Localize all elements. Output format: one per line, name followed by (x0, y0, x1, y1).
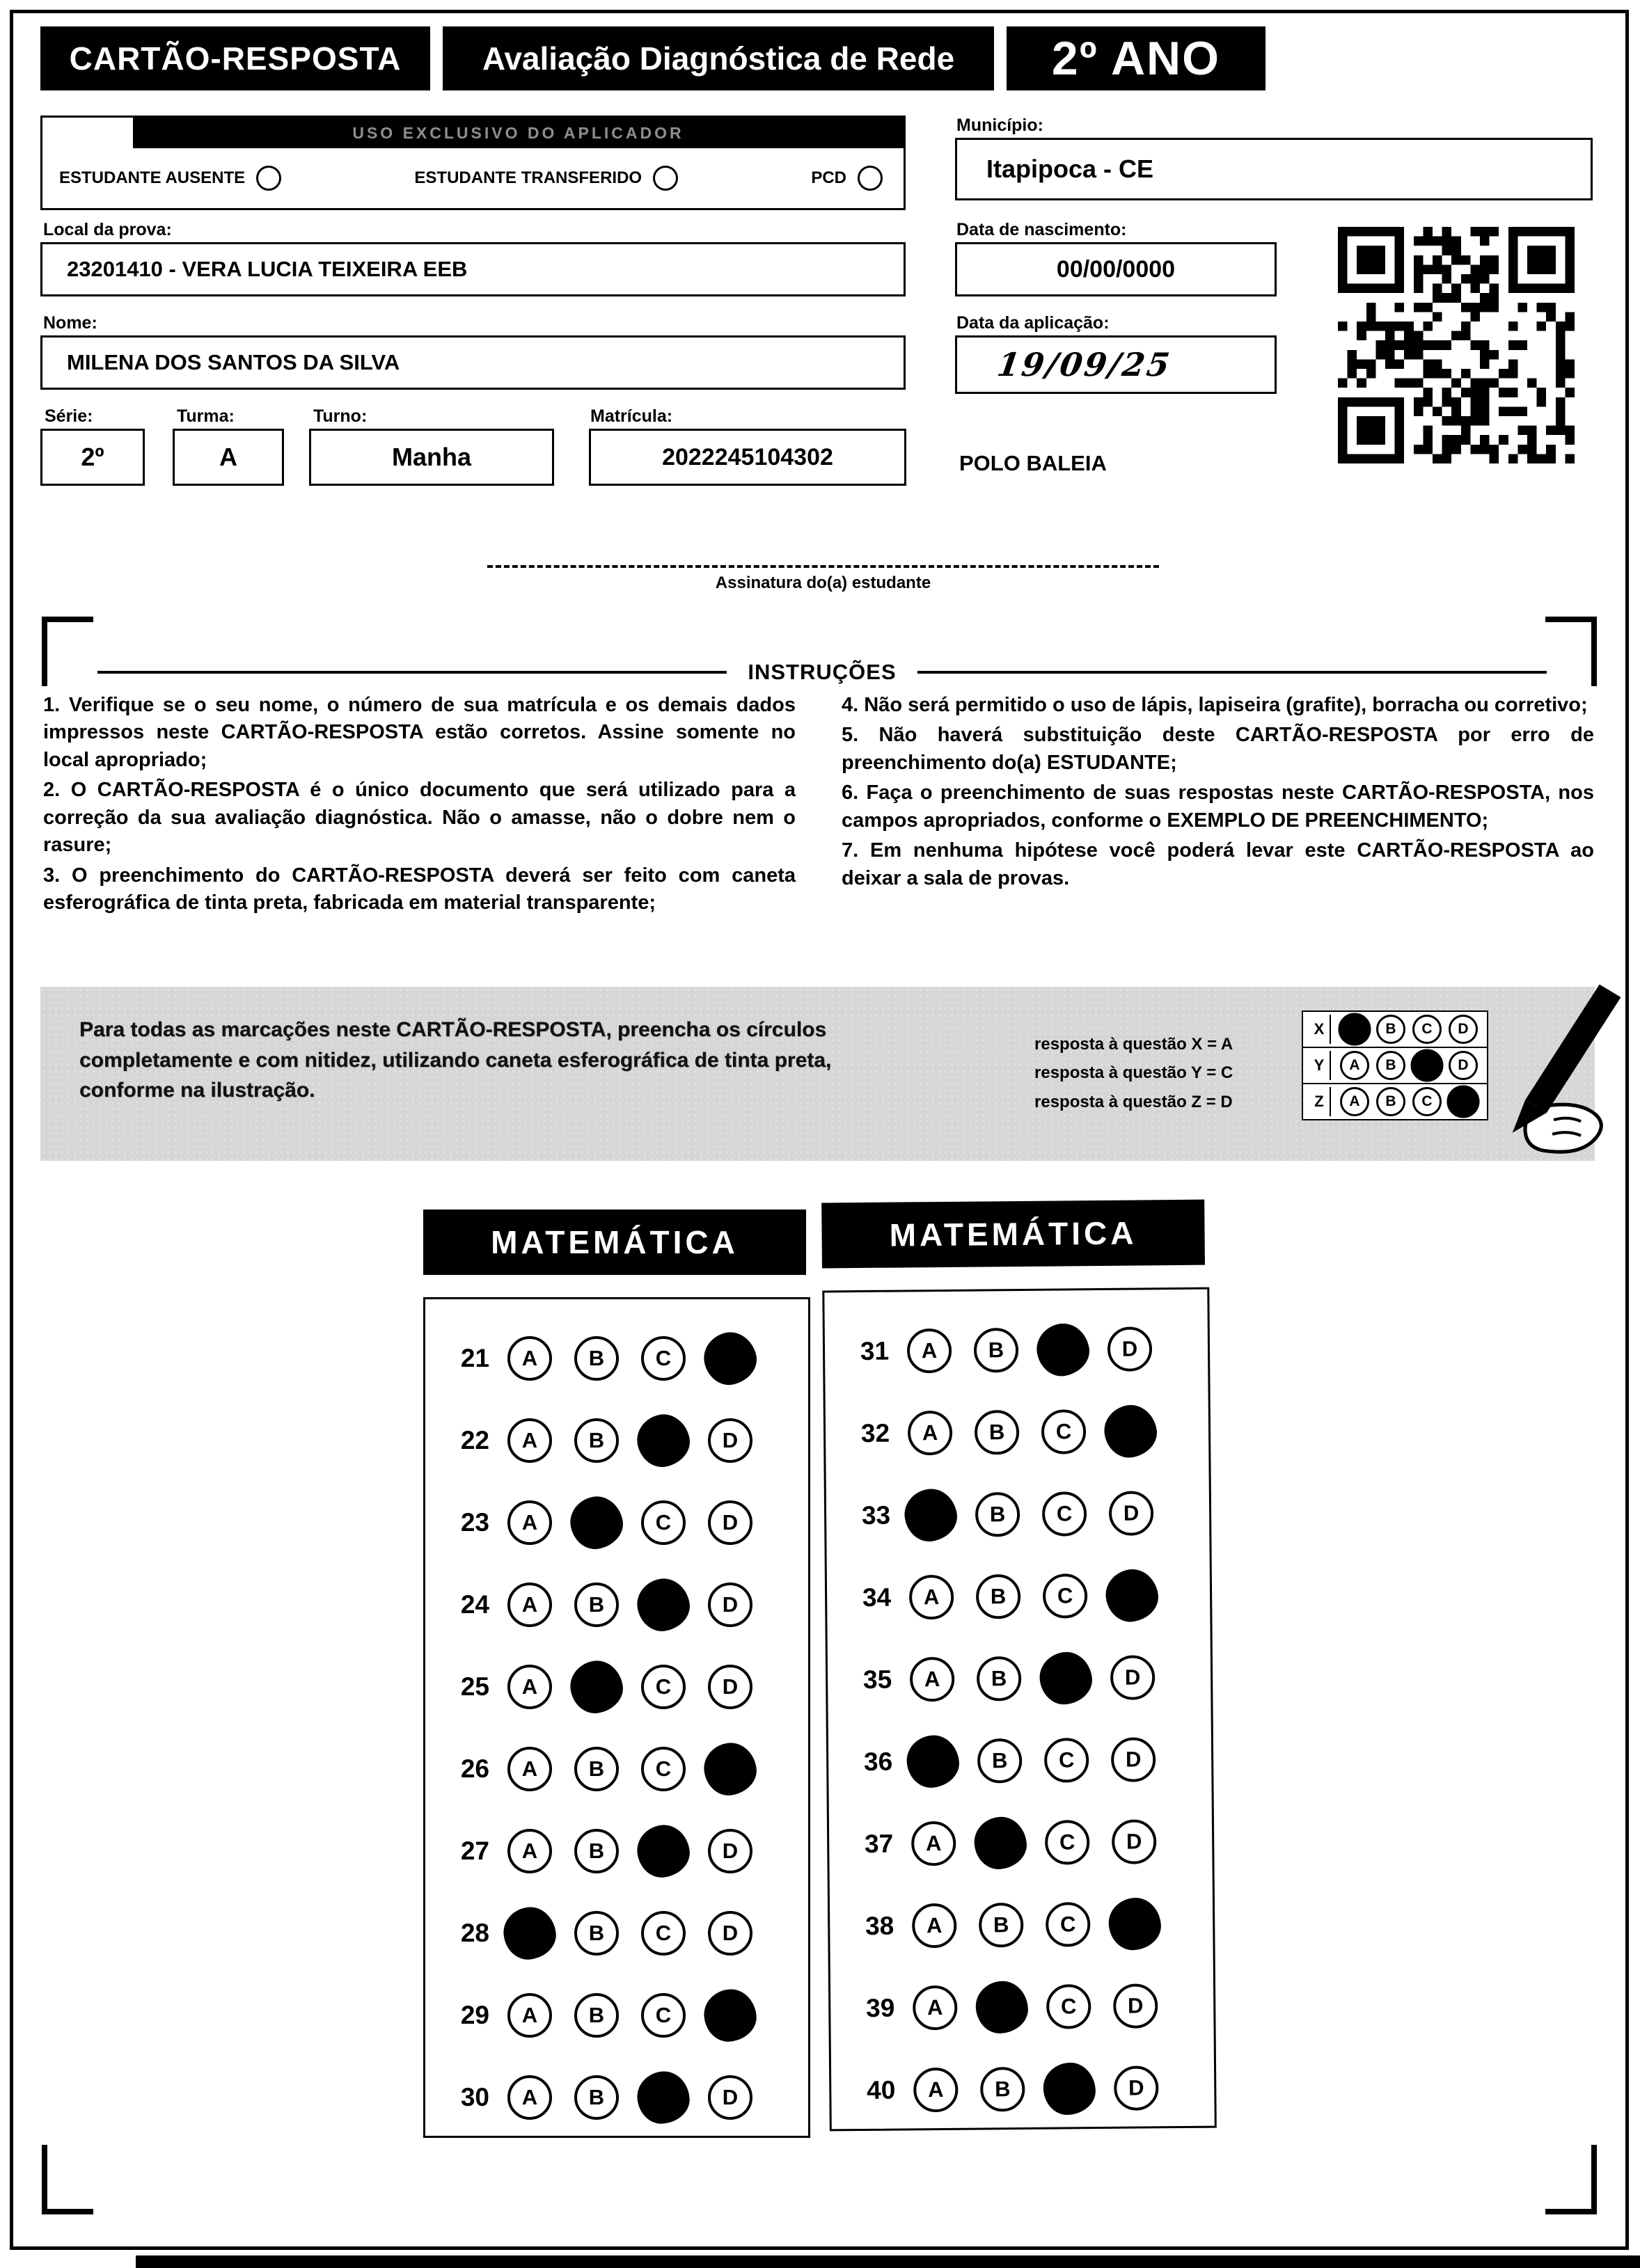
bubble-33-a[interactable] (901, 1486, 961, 1545)
question-number: 29 (460, 2001, 489, 2029)
example-grid (1302, 1012, 1488, 1120)
question-number: 28 (460, 1919, 489, 1947)
example-bubble-y-a: A (1340, 1051, 1369, 1080)
bubble-28-c[interactable]: C (641, 1911, 686, 1956)
bubble-36-a[interactable] (904, 1733, 961, 1790)
applicator-section (40, 116, 906, 210)
bubble-21-b[interactable]: B (574, 1336, 619, 1381)
bubble-27-b[interactable]: B (574, 1829, 619, 1873)
bubble-26-b[interactable]: B (574, 1747, 619, 1791)
bubble-23-a[interactable]: A (507, 1500, 552, 1545)
bubble-25-a[interactable]: A (507, 1665, 552, 1709)
bubble-24-d[interactable]: D (708, 1583, 752, 1627)
bubble-34-c[interactable]: C (1043, 1573, 1088, 1619)
signature-line (487, 565, 1159, 568)
bubble-33-b[interactable]: B (975, 1492, 1020, 1537)
bubble-33-d[interactable]: D (1109, 1491, 1154, 1536)
example-caption-z: resposta à questão Z = D (1034, 1092, 1233, 1111)
bubble-26-c[interactable]: C (641, 1747, 686, 1791)
bubble-39-d[interactable]: D (1113, 1983, 1158, 2029)
question-row-23 (449, 1482, 808, 1564)
bubble-32-b[interactable]: B (975, 1410, 1020, 1455)
bubble-27-d[interactable]: D (708, 1829, 752, 1873)
bubble-35-b[interactable]: B (977, 1656, 1022, 1702)
question-row-37 (853, 1800, 1213, 1885)
bubble-35-d[interactable]: D (1110, 1655, 1156, 1700)
example-bubble-x-a (1338, 1013, 1371, 1045)
answer-section-matematica-2 (821, 1200, 1220, 2132)
example-row-label: Y (1309, 1051, 1331, 1080)
bubble-27-a[interactable]: A (507, 1829, 552, 1873)
bubble-25-c[interactable]: C (641, 1665, 686, 1709)
bubble-36-c[interactable]: C (1044, 1738, 1089, 1783)
bubble-21-d[interactable] (699, 1327, 762, 1390)
question-row-38 (853, 1882, 1213, 1967)
bubble-34-b[interactable]: B (976, 1574, 1021, 1619)
instructions-rule-right (917, 671, 1547, 674)
instruction-item: 1. Verifique se o seu nome, o número de sua matrícula e os demais dados impressos neste CARTÃO-RESPOSTA estão corretos. Assine somente no local apropriado; (43, 694, 796, 771)
matricula-field (589, 429, 906, 486)
municipio-field (955, 138, 1593, 200)
question-number: 27 (460, 1837, 489, 1865)
bubble-26-a[interactable]: A (507, 1747, 552, 1791)
question-row-24 (449, 1564, 808, 1646)
bubble-21-a[interactable]: A (507, 1336, 552, 1381)
question-row-29 (449, 1974, 808, 2056)
checkbox-estudante-transferido (414, 166, 678, 191)
example-bubble-y-d: D (1449, 1051, 1478, 1080)
bubble-31-d[interactable]: D (1107, 1326, 1153, 1372)
bubble-24-c[interactable] (633, 1575, 694, 1635)
applicator-checkboxes (42, 148, 904, 208)
bubble-23-d[interactable]: D (708, 1500, 752, 1545)
question-row-34 (851, 1554, 1211, 1639)
instructions-column-right (842, 692, 1594, 920)
grade-badge: 2º ANO (1007, 26, 1266, 90)
answer-section-matematica-1 (423, 1210, 813, 2138)
instruction-item: 7. Em nenhuma hipótese você poderá levar este CARTÃO-RESPOSTA ao deixar a sala de provas. (842, 839, 1594, 889)
bubble-36-d[interactable]: D (1111, 1737, 1156, 1782)
nascimento-value: 00/00/0000 (1056, 255, 1176, 283)
example-row-x (1302, 1010, 1488, 1048)
question-row-32 (849, 1390, 1209, 1475)
example-row-z (1302, 1083, 1488, 1120)
instruction-item: 4. Não será permitido o uso de lápis, lapiseira (grafite), borracha ou corretivo; (842, 694, 1588, 716)
bubble-30-d[interactable]: D (708, 2075, 752, 2120)
question-row-39 (854, 1965, 1214, 2049)
question-row-25 (449, 1646, 808, 1728)
bubble-22-c[interactable] (633, 1410, 695, 1472)
bubble-28-b[interactable]: B (574, 1911, 619, 1956)
example-captions (1034, 1030, 1275, 1116)
example-bubble-y-c (1410, 1049, 1443, 1081)
bubble-37-a[interactable]: A (911, 1821, 956, 1866)
municipio-value: Itapipoca - CE (986, 154, 1154, 183)
instruction-item: 5. Não haverá substituição deste CARTÃO-RESPOSTA por erro de preenchimento do(a) ESTUDANTE; (842, 724, 1594, 774)
turno-field (309, 429, 554, 486)
question-number: 39 (865, 1993, 895, 2022)
bubble-38-c[interactable]: C (1046, 1902, 1091, 1947)
turma-value: A (219, 443, 237, 471)
bubble-25-d[interactable]: D (708, 1665, 752, 1709)
bubble-39-a[interactable]: A (913, 1985, 958, 2031)
bubble-34-a[interactable]: A (909, 1575, 954, 1620)
checkbox-label: PCD (811, 168, 846, 187)
nome-label: Nome: (43, 313, 97, 333)
municipio-label: Município: (956, 116, 1043, 135)
question-row-33 (850, 1472, 1210, 1557)
bubble-31-b[interactable]: B (974, 1328, 1019, 1373)
question-row-27 (449, 1810, 808, 1892)
corner-bracket-bottom-left (42, 2145, 93, 2214)
question-row-22 (449, 1399, 808, 1482)
example-bubble-y-b: B (1376, 1051, 1405, 1080)
question-row-36 (852, 1718, 1212, 1803)
bubble-30-b[interactable]: B (574, 2075, 619, 2120)
example-bubble-x-d: D (1449, 1015, 1478, 1044)
question-number: 40 (866, 2075, 896, 2104)
polo-label: POLO BALEIA (959, 451, 1107, 475)
assessment-title: Avaliação Diagnóstica de Rede (443, 26, 994, 90)
nascimento-field (955, 242, 1277, 296)
question-number: 32 (860, 1418, 890, 1448)
bubble-25-b[interactable] (567, 1657, 626, 1717)
serie-field (40, 429, 145, 486)
instruction-item: 6. Faça o preenchimento de suas respostas neste CARTÃO-RESPOSTA, nos campos apropriados, conforme o EXEMPLO DE PREENCHIMENTO; (842, 782, 1594, 832)
question-row-40 (855, 2047, 1215, 2132)
bubble-22-b[interactable]: B (574, 1418, 619, 1463)
applicator-bar-label: USO EXCLUSIVO DO APLICADOR (133, 118, 904, 148)
matricula-label: Matrícula: (590, 406, 673, 426)
checkbox-label: ESTUDANTE TRANSFERIDO (414, 168, 642, 187)
question-number: 34 (862, 1583, 892, 1612)
question-row-21 (449, 1317, 808, 1399)
bubble-29-b[interactable]: B (574, 1993, 619, 2038)
bubble-32-c[interactable]: C (1041, 1409, 1087, 1454)
corner-bracket-top-left (42, 617, 93, 686)
section-title: MATEMÁTICA (821, 1200, 1205, 1269)
question-number: 22 (460, 1426, 489, 1454)
instructions-rule-left (97, 671, 727, 674)
checkbox-label: ESTUDANTE AUSENTE (59, 168, 246, 187)
nome-field (40, 335, 906, 390)
local-field (40, 242, 906, 296)
answer-grid (822, 1287, 1217, 2132)
instructions-title: INSTRUÇÕES (748, 660, 897, 684)
turno-label: Turno: (313, 406, 368, 426)
aplicacao-field (955, 335, 1277, 394)
bubble-32-d[interactable] (1101, 1402, 1160, 1461)
bubble-26-d[interactable] (701, 1740, 760, 1799)
example-row-label: X (1309, 1015, 1331, 1044)
bubble-40-c[interactable] (1043, 2062, 1096, 2116)
bubble-35-a[interactable]: A (910, 1657, 955, 1702)
example-row-label: Z (1309, 1087, 1331, 1116)
bubble-30-c[interactable] (636, 2070, 691, 2125)
bubble-36-b[interactable]: B (977, 1738, 1023, 1784)
bubble-29-d[interactable] (702, 1987, 758, 2043)
bubble-38-b[interactable]: B (979, 1903, 1024, 1948)
question-number: 23 (460, 1508, 489, 1537)
serie-value: 2º (81, 443, 104, 471)
question-number: 24 (460, 1590, 489, 1619)
bubble-22-a[interactable]: A (507, 1418, 552, 1463)
bubble-28-a[interactable] (501, 1905, 558, 1962)
example-caption-y: resposta à questão Y = C (1034, 1063, 1233, 1083)
example-bubble-z-b: B (1376, 1087, 1405, 1116)
bubble-39-c[interactable]: C (1046, 1984, 1091, 2029)
checkbox-circle-pcd[interactable] (858, 166, 883, 191)
marking-notice-text: Para todas as marcações neste CARTÃO-RESPOSTA, preencha os círculos completamente e com nitidez, utilizando caneta esferográfica de tinta preta, conforme na ilustração. (79, 1018, 832, 1102)
aplicacao-handwritten-value: 19/09/25 (995, 346, 1174, 383)
instructions-column-left (43, 692, 796, 920)
question-row-30 (449, 2056, 808, 2139)
bubble-38-d[interactable] (1107, 1896, 1162, 1951)
bubble-23-c[interactable]: C (641, 1500, 686, 1545)
bubble-22-d[interactable]: D (708, 1418, 752, 1463)
bubble-23-b[interactable] (566, 1492, 627, 1553)
question-number: 33 (861, 1500, 891, 1530)
nascimento-label: Data de nascimento: (956, 220, 1127, 239)
matricula-value: 2022245104302 (662, 443, 833, 470)
question-number: 31 (860, 1336, 890, 1365)
sheet-title: CARTÃO-RESPOSTA (40, 26, 430, 90)
checkbox-estudante-ausente (59, 166, 281, 191)
question-number: 38 (865, 1911, 894, 1940)
question-row-35 (851, 1636, 1211, 1721)
example-caption-x: resposta à questão X = A (1034, 1035, 1233, 1054)
instruction-item: 2. O CARTÃO-RESPOSTA é o único documento que será utilizado para a correção da sua avaliação diagnóstica. Não o amasse, não o dobre nem o rasure; (43, 779, 796, 857)
bubble-40-b[interactable]: B (980, 2067, 1025, 2112)
bubble-28-d[interactable]: D (708, 1911, 752, 1956)
bubble-32-a[interactable]: A (908, 1411, 953, 1456)
checkbox-pcd (811, 166, 883, 191)
example-bubble-z-c: C (1412, 1087, 1442, 1116)
bubble-31-a[interactable]: A (907, 1329, 952, 1374)
local-value: 23201410 - VERA LUCIA TEIXEIRA EEB (67, 257, 468, 281)
instruction-item: 3. O preenchimento do CARTÃO-RESPOSTA deverá ser feito com caneta esferográfica de tinta preta, fabricada em material transparente; (43, 864, 796, 914)
question-row-28 (449, 1892, 808, 1974)
bubble-24-a[interactable]: A (507, 1583, 552, 1627)
bubble-37-d[interactable]: D (1112, 1819, 1157, 1864)
question-row-26 (449, 1728, 808, 1810)
question-number: 30 (460, 2083, 489, 2111)
example-bubble-z-d (1446, 1085, 1479, 1118)
bubble-37-c[interactable]: C (1045, 1820, 1090, 1865)
question-number: 25 (460, 1672, 489, 1701)
answer-grid (423, 1297, 810, 2138)
bubble-35-c[interactable] (1037, 1649, 1095, 1707)
signature-label: Assinatura do(a) estudante (715, 573, 931, 592)
section-title: MATEMÁTICA (423, 1210, 806, 1275)
nome-value: MILENA DOS SANTOS DA SILVA (67, 350, 400, 374)
instructions-header (97, 660, 1547, 685)
aplicacao-label: Data da aplicação: (956, 313, 1110, 333)
example-row-y (1302, 1047, 1488, 1084)
bubble-31-c[interactable] (1032, 1319, 1093, 1380)
marking-notice (40, 987, 1595, 1161)
corner-bracket-top-right (1545, 617, 1597, 686)
question-number: 21 (460, 1344, 489, 1372)
question-number: 36 (863, 1747, 893, 1776)
corner-bracket-bottom-right (1545, 2145, 1597, 2214)
local-label: Local da prova: (43, 220, 172, 239)
bubble-30-a[interactable]: A (507, 2075, 552, 2120)
hand-with-pen-illustration (1492, 977, 1635, 1161)
example-bubble-x-b: B (1376, 1015, 1405, 1044)
bubble-37-b[interactable] (972, 1815, 1029, 1871)
bubble-29-c[interactable]: C (641, 1993, 686, 2038)
bubble-38-a[interactable]: A (912, 1903, 957, 1949)
bubble-21-c[interactable]: C (641, 1336, 686, 1381)
bubble-27-c[interactable] (634, 1822, 692, 1880)
turma-label: Turma: (177, 406, 235, 426)
checkbox-circle-transferido[interactable] (653, 166, 678, 191)
turno-value: Manha (391, 443, 471, 471)
bubble-29-a[interactable]: A (507, 1993, 552, 2038)
serie-label: Série: (45, 406, 93, 426)
example-bubble-x-c: C (1412, 1015, 1442, 1044)
instructions-body (43, 692, 1594, 920)
bubble-34-d[interactable] (1103, 1567, 1161, 1625)
turma-field (173, 429, 284, 486)
bubble-33-c[interactable]: C (1042, 1491, 1087, 1537)
bubble-40-d[interactable]: D (1114, 2065, 1159, 2111)
question-number: 35 (862, 1665, 892, 1694)
qr-code (1338, 227, 1575, 463)
question-row-31 (849, 1308, 1208, 1393)
bubble-40-a[interactable]: A (913, 2068, 959, 2113)
question-number: 26 (460, 1754, 489, 1783)
bubble-39-b[interactable] (975, 1980, 1029, 2034)
example-bubble-z-a: A (1340, 1087, 1369, 1116)
checkbox-circle-ausente[interactable] (256, 166, 281, 191)
question-number: 37 (864, 1829, 894, 1858)
bubble-24-b[interactable]: B (574, 1583, 619, 1627)
scan-edge-strip (136, 2255, 1640, 2268)
